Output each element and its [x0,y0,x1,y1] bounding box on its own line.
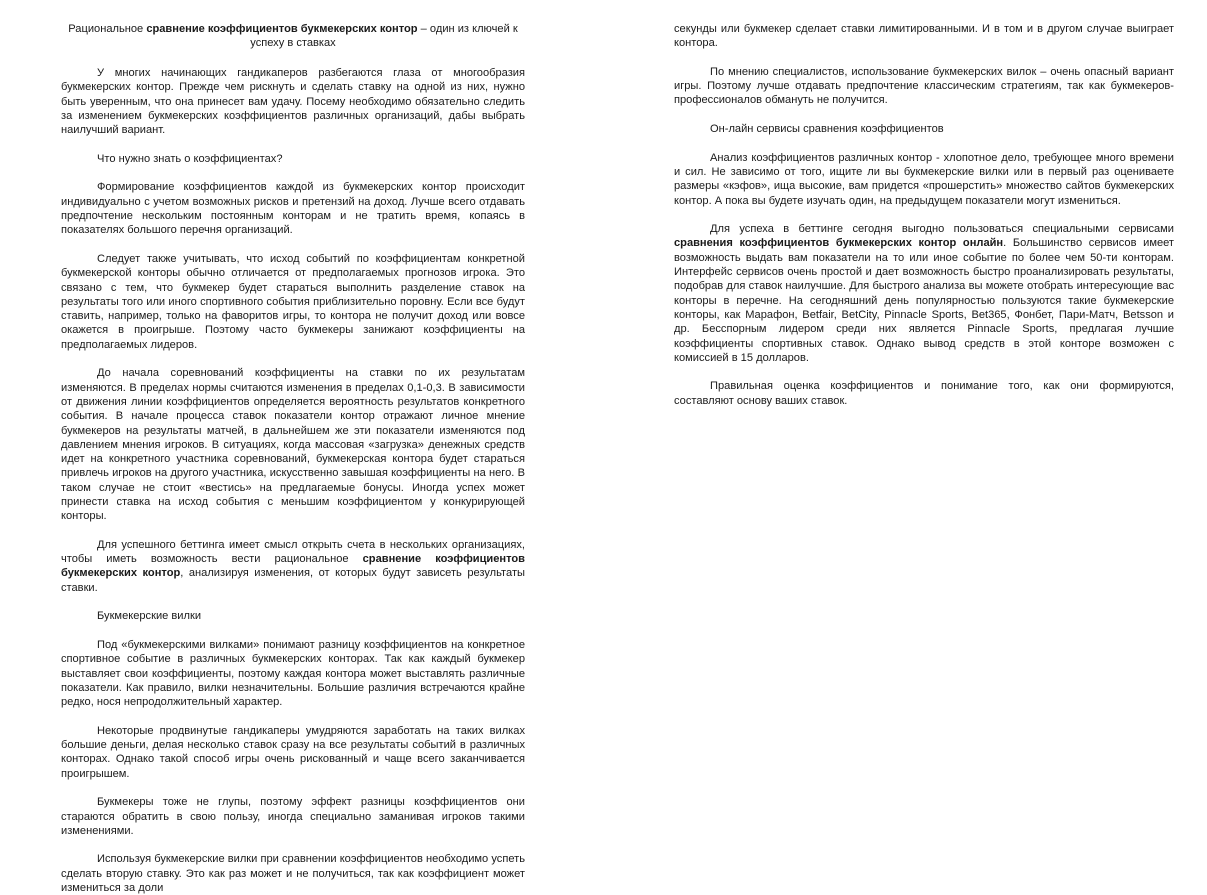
paragraph-continuation: секунды или букмекер сделает ставки лимитированными. И в том и в другом случае выиграет контора. [674,23,1174,50]
paragraph-analysis: Анализ коэффициентов различных контор - хлопотное дело, требующее много времени и сил. Не зависимо от того, ищите ли вы букмекерские вилки или в первый раз оцениваете размеры «кэфов», ища высокие, вам придется «прошерстить» множество сайтов букмекерских контор. А пока вы будете изучать один, на предыдущем показатели могут измениться. [674,151,1174,207]
paragraph-changes: До начала соревнований коэффициенты на ставки по их результатам изменяются. В пределах нормы считаются изменения в пределах 0,1-0,3. В зависимости от движения линии коэффициентов определяется вероятность результатов конкретного события. В начале процесса ставок показатели контор отражают личное мнение букмекеров на результаты матчей, в дальнейшем же эти показатели изменяются под давлением мнения игроков. В ситуациях, когда массовая «загрузка» денежных средств идет на конкретного участника соревнований, букмекерская контора будет стараться привлечь игроков на другого участника, искусственно завышая коэффициенты на него. В таком случае не стоит «вестись» на предлагаемые бонусы. Иногда успех может принести ставка на исход события с меньшим коэффициентом у конкурирующей конторы. [61,367,525,523]
right-page [674,0,1174,811]
left-page [61,0,526,895]
paragraph-bookmakers: Букмекеры тоже не глупы, поэтому эффект разницы коэффициентов они стараются обратить в свою пользу, иногда специально заманивая игроков такими изменениями. [61,796,525,837]
title-bold-keyword: сравнение коэффициентов букмекерских контор [146,23,418,35]
section-heading-online-services: Он-лайн сервисы сравнения коэффициентов [710,123,944,136]
paragraph-formation: Формирование коэффициентов каждой из букмекерских контор происходит индивидуально с учетом возможных рисков и претензий на доход. Лучше всего отдавать предпочтение нескольким постоянным конторам и не тратить время, копаясь в показателях большого перечня организаций. [61,181,525,237]
paragraph-services: Для успеха в беттинге сегодня выгодно пользоваться специальными сервисами сравнения коэффициентов букмекерских контор онлайн. Большинство сервисов имеет возможность выдать вам показатели на то или иное событие по более чем 50-ти конторам. Интерфейс сервисов очень простой и дает возможность быстро проанализировать результаты, подобрав для ставок наилучшие. Для быстрого анализа вы можете отобрать интересующие вас конторы в перечне. На сегодняшний день популярностью пользуются такие букмекерские конторы, как Марафон, Betfair, BetCity, Pinnacle Sports, Bet365, Фонбет, Пари-Матч, Betsson и др. Бесспорным лидером среди них является Pinnacle Sports, предлагая лучшие коэффициенты спортивных ставок. Однако вывод средств в этой конторе возможен с комиссией в 15 долларов. [674,223,1175,364]
paragraph-accounts: Для успешного беттинга имеет смысл открыть счета в нескольких организациях, чтобы иметь возможность вести рациональное сравнение коэффициентов букмекерских контор, анализируя изменения, от которых будут зависеть результаты ставки. [61,538,526,594]
bold-keyword: сравнение коэффициентов букмекерских контор [61,553,526,580]
paragraph-conclusion: Правильная оценка коэффициентов и понимание того, как они формируются, составляют основу ваших ставок. [674,380,1174,407]
paragraph-forks-risk: Некоторые продвинутые гандикаперы умудряются заработать на таких вилках большие деньги, делая несколько ставок сразу на все результаты событий в различных конторах. Однако такой способ игры очень рискованный и чаще всего заканчивается проигрышем. [61,724,525,780]
paragraph-specialists: По мнению специалистов, использование букмекерских вилок – очень опасный вариант игры. Поэтому лучше отдавать предпочтение классическим стратегиям, так как букмекеров-профессионалов обмануть не получится. [674,65,1174,107]
paragraph-second-bet: Используя букмекерские вилки при сравнении коэффициентов необходимо успеть сделать вторую ставку. Это как раз может и не получиться, так как коэффициент может измениться за доли [61,853,525,895]
paragraph-outcome: Следует также учитывать, что исход событий по коэффициентам конкретной букмекерской конторы обычно отличается от предполагаемых прогнозов игрока. Это связано с тем, что букмекер будет стараться выполнить разделение ставок на результаты того или иного спортивного события приблизительно поровну. Если все будут ставить, например, только на фаворитов игры, то контора не получит доход или вовсе окажется в проигрыше. Поэтому часто букмекеры занижают коэффициенты на предполагаемых лидеров. [61,252,525,351]
paragraph-intro: У многих начинающих гандикаперов разбегаются глаза от многообразия букмекерских контор. Прежде чем рискнуть и сделать ставку на одной из них, нужно быть уверенным, что она принесет вам удачу. Посему необходимо обязательно следить за изменением букмекерских коэффициентов различных организаций, дабы выбрать наилучший вариант. [61,67,525,137]
document-title: Рациональное сравнение коэффициентов букмекерских контор – один из ключей к успеху в ставках [68,23,518,50]
bold-keyword: сравнения коэффициентов букмекерских контор онлайн [674,237,1004,250]
section-heading-odds: Что нужно знать о коэффициентах? [97,152,283,165]
section-heading-forks: Букмекерские вилки [97,610,202,623]
paragraph-forks-definition: Под «букмекерскими вилками» понимают разницу коэффициентов на конкретное спортивное событие в различных букмекерских конторах. Так как каждый букмекер выставляет свои коэффициенты, поэтому каждая контора может выставлять различные показатели. Как правило, вилки незначительны. Большие различия встречаются крайне редко, нося непродолжительный характер. [61,638,525,709]
